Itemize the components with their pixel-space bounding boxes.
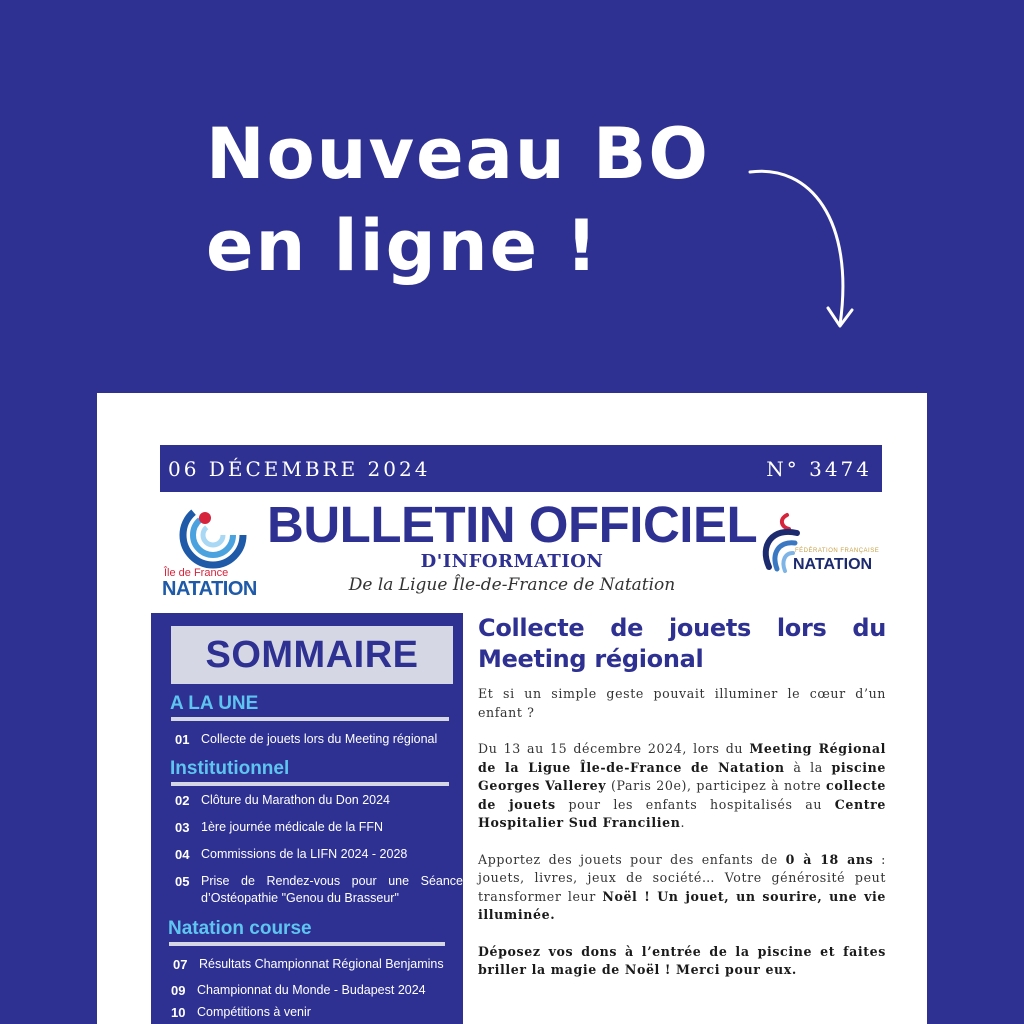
text-run: Apportez des jouets pour des enfants de (478, 851, 786, 867)
text-run: (Paris 20e), participez à notre (606, 778, 827, 793)
text-run-bold: 0 à 18 ans (785, 851, 874, 867)
announcement-headline (206, 108, 710, 292)
text-run: : jouets, livres, jeux de société… Votre générosité peut transformer leur (478, 851, 886, 904)
bulletin-page (97, 393, 927, 1024)
ligue-name: De la Ligue Île-de-France de Natation (348, 575, 676, 595)
section-divider (171, 782, 449, 786)
item-number: 04 (175, 847, 190, 862)
section-divider (169, 942, 445, 946)
item-number: 03 (175, 820, 190, 835)
bulletin-title: BULLETIN OFFICIEL (267, 496, 758, 553)
text-run: . (680, 815, 686, 830)
ligue-logo-name: NATATION (162, 578, 257, 600)
item-label: 1ère journée médicale de la FFN (201, 820, 384, 834)
ffn-logo-name: NATATION (793, 556, 873, 573)
sommaire-item[interactable] (175, 792, 463, 809)
date-bar (160, 445, 882, 492)
article (478, 613, 886, 980)
item-number: 02 (175, 793, 190, 808)
item-label: Prise de Rendez-vous pour une Séance d’Ostéopathie "Genou du Brasseur" (201, 874, 463, 905)
item-label: Résultats Championnat Régional Benjamins (199, 957, 444, 971)
item-label: Clôture du Marathon du Don 2024 (201, 793, 391, 807)
text-run-bold: Noël ! Un jouet, un sourire, une vie illuminée. (478, 888, 886, 922)
article-paragraph-3 (478, 851, 886, 925)
text-run-bold: Meeting Régional de la Ligue Île-de-France de Natation (478, 741, 886, 775)
ffn-logo (757, 511, 883, 589)
section-heading-institutionnel: Institutionnel (170, 758, 290, 779)
text-run: à la (784, 759, 832, 775)
headline-line-1: Nouveau BO (206, 113, 710, 195)
article-paragraph-4: Déposez vos dons à l’entrée de la piscine et faites briller la magie de Noël ! Merci pour eux. (478, 943, 886, 977)
article-paragraph-2 (478, 740, 886, 833)
section-heading-natation-course: Natation course (168, 918, 312, 939)
issue-number: N° 3474 (766, 456, 872, 481)
text-run: pour les enfants hospitalisés au (555, 796, 835, 812)
article-title: Collecte de jouets lors du Meeting régional (478, 614, 886, 673)
item-number: 10 (171, 1005, 186, 1020)
item-number: 09 (171, 983, 186, 998)
sommaire-item[interactable] (175, 731, 463, 748)
sommaire-item[interactable] (171, 982, 459, 999)
curved-arrow-icon (740, 160, 860, 335)
item-number: 01 (175, 732, 190, 747)
sommaire-item[interactable] (175, 873, 463, 907)
sommaire-item[interactable] (173, 956, 461, 973)
sommaire-title: SOMMAIRE (171, 626, 453, 684)
text-run-bold: Centre Hospitalier Sud Francilien (478, 796, 887, 830)
bulletin-subtitle: D'INFORMATION (420, 551, 604, 572)
sommaire-item[interactable] (175, 819, 463, 836)
article-paragraph-1: Et si un simple geste pouvait illuminer le cœur d’un enfant ? (478, 686, 886, 720)
ligue-logo-subtitle: Île de France (164, 567, 229, 579)
text-run-bold: piscine Georges Vallerey (478, 759, 887, 793)
bulletin-date: 06 DÉCEMBRE 2024 (168, 456, 431, 481)
item-label: Compétitions à venir (197, 1005, 311, 1019)
section-divider (171, 717, 449, 721)
section-heading-a-la-une: A LA UNE (170, 693, 259, 714)
text-run: Du 13 au 15 décembre 2024, lors du (478, 741, 750, 756)
sommaire-item[interactable] (171, 1004, 459, 1021)
item-number: 05 (175, 874, 190, 889)
item-number: 07 (173, 957, 188, 972)
text-run-bold: collecte de jouets (478, 778, 886, 812)
item-label: Commissions de la LIFN 2024 - 2028 (201, 847, 408, 861)
swirl-logo-icon (179, 501, 247, 569)
ffn-logo-subtitle: FÉDÉRATION FRANÇAISE (795, 548, 880, 554)
item-label: Championnat du Monde - Budapest 2024 (197, 983, 426, 997)
sommaire-item[interactable] (175, 846, 463, 863)
sommaire-panel (151, 613, 463, 1024)
item-label: Collecte de jouets lors du Meeting régional (201, 732, 438, 746)
headline-line-2: en ligne ! (206, 205, 600, 287)
masthead (267, 497, 757, 597)
ligue-idf-logo (161, 501, 265, 601)
